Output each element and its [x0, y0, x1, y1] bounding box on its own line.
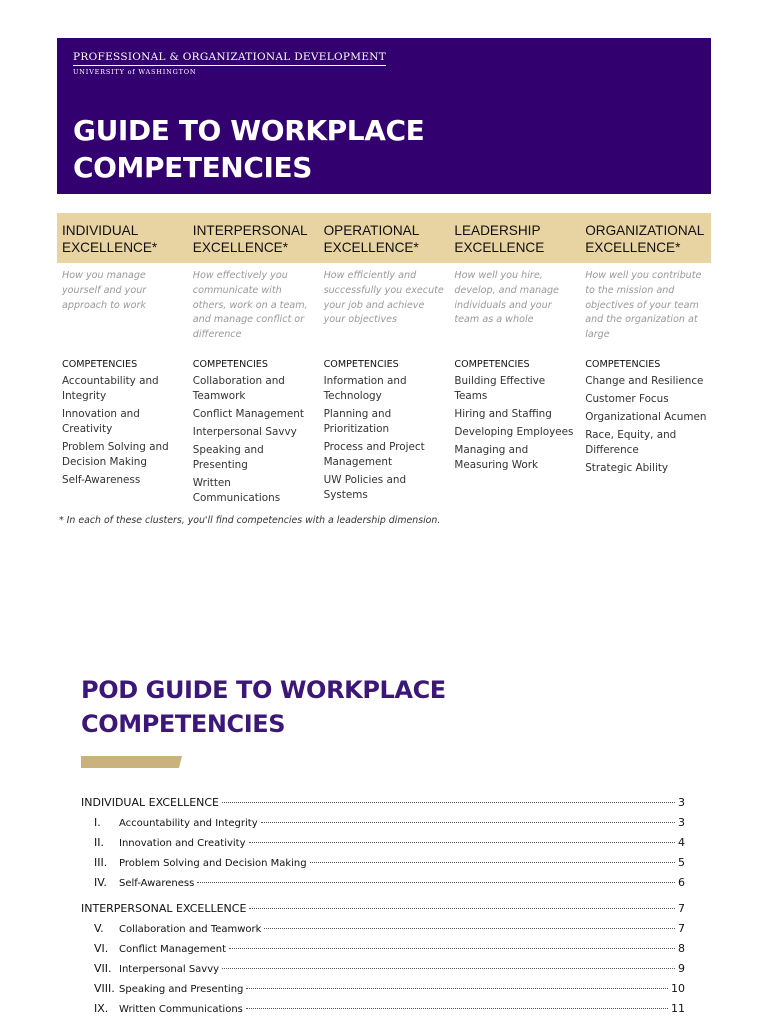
- competency-list-leadership: [449, 355, 580, 509]
- competency-item: Innovation and Creativity: [62, 408, 140, 435]
- toc-entry[interactable]: [81, 856, 685, 876]
- toc-page-number: 4: [678, 836, 685, 849]
- competency-item: Race, Equity, and Difference: [585, 429, 677, 456]
- competency-list-operational: [319, 355, 450, 509]
- toc-page-number: 11: [671, 1002, 685, 1015]
- toc-entry[interactable]: [81, 816, 685, 836]
- competency-item: Accountability and Integrity: [62, 375, 159, 402]
- toc-leader-dots: [229, 948, 675, 949]
- toc-leader-dots: [249, 842, 675, 843]
- toc-page-number: 3: [678, 816, 685, 829]
- cluster-description-individual: How you manage yourself and your approach to work: [62, 270, 147, 311]
- toc-entry-label: Problem Solving and Decision Making: [119, 858, 307, 869]
- toc-entry[interactable]: [81, 876, 685, 896]
- toc-leader-dots: [264, 928, 675, 929]
- toc-page-number: 5: [678, 856, 685, 869]
- competency-item: Building Effective Teams: [454, 375, 546, 402]
- toc-roman-numeral: V.: [94, 922, 104, 935]
- toc-page-number: 7: [678, 902, 685, 915]
- competencies-label: COMPETENCIES: [192, 359, 268, 370]
- competencies-label: COMPETENCIES: [323, 359, 399, 370]
- toc-leader-dots: [310, 862, 675, 863]
- cluster-header-leadership: LEADERSHIP EXCELLENCE: [454, 223, 545, 255]
- leadership-footnote: * In each of these clusters, you'll find competencies with a leadership dimension.: [59, 515, 441, 526]
- cluster-competencies-row: [57, 355, 711, 509]
- cluster-description-leadership: How well you hire, develop, and manage individuals and your team as a whole: [454, 270, 559, 326]
- competencies-label: COMPETENCIES: [62, 359, 138, 370]
- competency-item: Managing and Measuring Work: [454, 444, 539, 471]
- toc-page-number: 3: [678, 796, 685, 809]
- toc-page-number: 7: [678, 922, 685, 935]
- competency-list-individual: [57, 355, 188, 509]
- competency-clusters: [57, 213, 711, 509]
- toc-page-number: 6: [678, 876, 685, 889]
- toc-roman-numeral: VIII.: [94, 982, 115, 995]
- toc-entry-label: Written Communications: [119, 1004, 243, 1015]
- toc-roman-numeral: I.: [94, 816, 101, 829]
- page-title: [73, 112, 424, 186]
- pod-guide-title: [81, 673, 446, 741]
- competency-list-interpersonal: [188, 355, 319, 509]
- competency-item: Collaboration and Teamwork: [192, 375, 285, 402]
- competency-item: Written Communications: [192, 477, 281, 504]
- competency-item: Organizational Acumen: [585, 411, 707, 423]
- university-wordmark: UNIVERSITY of WASHINGTON: [73, 68, 197, 76]
- toc-roman-numeral: III.: [94, 856, 108, 869]
- toc-entry-label: Collaboration and Teamwork: [119, 924, 262, 935]
- competency-item: Process and Project Management: [323, 441, 425, 468]
- title-banner: [57, 38, 711, 194]
- toc-roman-numeral: II.: [94, 836, 104, 849]
- toc-section[interactable]: [81, 796, 685, 816]
- competency-item: Planning and Prioritization: [323, 408, 392, 435]
- competencies-label: COMPETENCIES: [585, 359, 661, 370]
- toc-page-number: 9: [678, 962, 685, 975]
- toc-roman-numeral: IV.: [94, 876, 107, 889]
- competency-item: Developing Employees: [454, 426, 574, 438]
- toc-leader-dots: [246, 1008, 668, 1009]
- toc-entry-label: Speaking and Presenting: [119, 984, 244, 995]
- toc-page-number: 10: [671, 982, 685, 995]
- toc-entry[interactable]: [81, 942, 685, 962]
- pod-title-line1: POD GUIDE TO WORKPLACE: [81, 676, 446, 704]
- competency-list-organizational: [580, 355, 711, 509]
- toc-entry[interactable]: [81, 962, 685, 982]
- cluster-header-interpersonal: INTERPERSONAL EXCELLENCE*: [192, 223, 308, 255]
- table-of-contents: [81, 796, 685, 1022]
- competency-item: Interpersonal Savvy: [192, 426, 297, 438]
- toc-leader-dots: [197, 882, 675, 883]
- page-title-line1: GUIDE TO WORKPLACE: [73, 114, 425, 147]
- toc-section-label: INDIVIDUAL EXCELLENCE: [81, 796, 220, 809]
- toc-entry-label: Conflict Management: [119, 944, 226, 955]
- toc-leader-dots: [249, 908, 675, 909]
- cluster-header-individual: INDIVIDUAL EXCELLENCE*: [62, 223, 158, 255]
- competency-item: UW Policies and Systems: [323, 474, 407, 501]
- toc-entry[interactable]: [81, 1002, 685, 1022]
- toc-entry[interactable]: [81, 836, 685, 856]
- toc-entry-label: Innovation and Creativity: [119, 838, 246, 849]
- competency-item: Change and Resilience: [585, 375, 704, 387]
- gold-accent-bar: [81, 756, 182, 768]
- toc-entry-label: Interpersonal Savvy: [119, 964, 220, 975]
- competency-item: Speaking and Presenting: [192, 444, 264, 471]
- competency-item: Information and Technology: [323, 375, 407, 402]
- competency-item: Self-Awareness: [62, 474, 141, 486]
- competency-item: Strategic Ability: [585, 462, 669, 474]
- toc-page-number: 8: [678, 942, 685, 955]
- toc-roman-numeral: VII.: [94, 962, 112, 975]
- competency-item: Customer Focus: [585, 393, 669, 405]
- competency-item: Problem Solving and Decision Making: [62, 441, 169, 468]
- toc-leader-dots: [246, 988, 668, 989]
- cluster-header-operational: OPERATIONAL EXCELLENCE*: [323, 223, 420, 255]
- competency-item: Hiring and Staffing: [454, 408, 552, 420]
- cluster-header-organizational: ORGANIZATIONAL EXCELLENCE*: [585, 223, 705, 255]
- toc-roman-numeral: IX.: [94, 1002, 109, 1015]
- cluster-description-operational: How efficiently and successfully you execute your job and achieve your objectives: [323, 270, 444, 326]
- toc-leader-dots: [222, 968, 675, 969]
- cluster-description-organizational: How well you contribute to the mission and objectives of your team and the organization at large: [585, 270, 702, 341]
- competencies-label: COMPETENCIES: [454, 359, 530, 370]
- cluster-description-interpersonal: How effectively you communicate with others, work on a team, and manage conflict or difference: [192, 270, 308, 341]
- toc-entry[interactable]: [81, 982, 685, 1002]
- page-title-line2: COMPETENCIES: [73, 151, 312, 184]
- competency-item: Conflict Management: [192, 408, 304, 420]
- toc-entry[interactable]: [81, 922, 685, 942]
- toc-entry-label: Accountability and Integrity: [119, 818, 258, 829]
- toc-leader-dots: [222, 802, 675, 803]
- toc-section-label: INTERPERSONAL EXCELLENCE: [81, 902, 247, 915]
- toc-roman-numeral: VI.: [94, 942, 109, 955]
- toc-leader-dots: [261, 822, 675, 823]
- cluster-header-row: [57, 213, 711, 263]
- toc-section[interactable]: [81, 902, 685, 922]
- cluster-description-row: [57, 263, 711, 355]
- org-wordmark: PROFESSIONAL & ORGANIZATIONAL DEVELOPMENT: [73, 51, 386, 66]
- toc-entry-label: Self-Awareness: [119, 878, 195, 889]
- pod-title-line2: COMPETENCIES: [81, 710, 286, 738]
